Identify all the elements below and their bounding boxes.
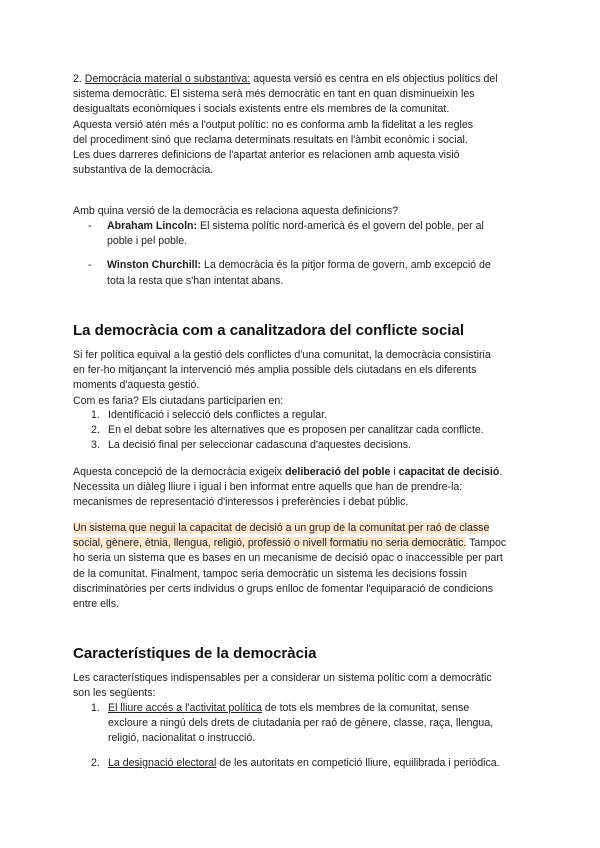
item-text: excloure a ningú dels drets de ciutadania per raó de gènere, classe, raça, llengua, <box>108 717 494 730</box>
quote-item-lincoln <box>88 219 518 249</box>
item-text: En el debat sobre les alternatives que es proposen per canalitzar cada conflicte. <box>108 424 484 437</box>
paragraph-line: desigualtats econòmiques i socials existents entre els membres de la comunitat. <box>73 103 450 116</box>
item-number: 3. <box>91 439 100 452</box>
participation-steps <box>91 408 531 454</box>
paragraph-text: aquesta versió es centra en els objectius polítics del <box>253 73 498 85</box>
feature-term: La designació electoral <box>108 756 217 769</box>
paragraph-line: Aquesta versió atén més a l'output polític: no es conforma amb la fidelitat a les regles <box>73 118 474 131</box>
features-list <box>91 701 531 771</box>
section-heading-features: Característiques de la democràcia <box>73 645 317 662</box>
quote-text: La democràcia és la pitjor forma de govern, amb excepció de <box>204 259 491 272</box>
paragraph-text: i <box>393 466 396 478</box>
item-text: La decisió final per seleccionar cadascuna d'aquestes decisions. <box>108 439 411 452</box>
paragraph-line: del procediment sinó que reclama determinats resultats en l'àmbit econòmic i social. <box>73 133 468 146</box>
paragraph-line: discriminatòries per certs individus o grups enlloc de fomentar l'equiparació de condicions <box>73 582 494 595</box>
quote-list <box>88 219 518 289</box>
list-item <box>91 423 531 438</box>
paragraph-line: Les dues darreres definicions de l'apartat anterior es relacionen amb aquesta visió <box>73 149 460 162</box>
question-text: Amb quina versió de la democràcia es relaciona aquesta definicions? <box>73 205 399 217</box>
material-democracy-paragraph <box>73 72 533 178</box>
paragraph-line: Com es faria? Els ciutadans participarien en: <box>73 394 284 407</box>
item-number: 1. <box>91 409 100 421</box>
feature-term: El lliure accés a l'activitat política <box>108 702 262 714</box>
material-democracy-term: Democràcia material o substantiva: <box>84 73 251 85</box>
highlighted-text: Un sistema que negui la capacitat de decisió a un grup de la comunitat per raó de classe <box>73 522 490 534</box>
item-text: religió, nacionalitat o instrucció. <box>108 732 256 745</box>
paragraph-line: Necessita un diàleg lliure i igual i ben informat entre aquells que han de prendre-la: <box>73 481 463 494</box>
bold-term: capacitat de decisió <box>398 466 500 478</box>
quote-text: El sistema polític nord-americà és el govern del poble, per al <box>200 220 484 232</box>
quote-text: poble i pel poble. <box>107 235 188 248</box>
item-text: de les autoritats en competició lliure, equilibrada i periòdica. <box>219 756 500 769</box>
list-item <box>91 438 531 453</box>
paragraph-line: Les característiques indispensables per a considerar un sistema polític com a democràtic <box>73 672 492 684</box>
quote-author: Abraham Lincoln: <box>107 220 198 232</box>
paragraph-text: . <box>499 466 503 478</box>
item-number: 2. <box>73 73 82 85</box>
paragraph-line: entre ells. <box>73 598 119 611</box>
inclusion-paragraph <box>73 521 533 612</box>
paragraph-line: ho seria un sistema que es bases en un mecanisme de decisió opac o inaccessible per part <box>73 552 503 565</box>
highlighted-text: social, gènere, ètnia, llengua, religió, professió o nivell formatiu no seria democràtic. <box>73 537 467 550</box>
deliberation-paragraph <box>73 465 533 511</box>
paragraph-text: Aquesta concepció de la democràcia exigeix <box>73 466 283 478</box>
paragraph-line: moments d'aquesta gestió. <box>73 379 200 392</box>
paragraph-line: en fer-ho mitjançant la intervenció més amplia possible dels ciutadans en els diferents <box>73 364 477 377</box>
item-text: de tots els membres de la comunitat, sense <box>264 702 470 714</box>
quote-author: Winston Churchill: <box>107 259 202 272</box>
item-text: Identificació i selecció dels conflictes a regular. <box>108 409 328 421</box>
section-heading-conflict: La democràcia com a canalitzadora del conflicte social <box>73 322 464 339</box>
paragraph-line: sistema democràtic. El sistema serà més democràtic en tant en quan disminueixin les <box>73 88 475 101</box>
features-intro <box>73 671 533 701</box>
paragraph-line: substantiva de la democràcia. <box>73 164 214 177</box>
bold-term: deliberació del poble <box>285 466 391 478</box>
list-item <box>91 408 531 423</box>
paragraph-text: Tampoc <box>469 537 507 550</box>
list-item <box>91 701 531 747</box>
conflict-intro <box>73 348 533 409</box>
item-number: 2. <box>91 424 100 437</box>
paragraph-line: de la comunitat. Finalment, tampoc seria democràtic un sistema les decisions fossin <box>73 567 467 580</box>
paragraph-line: son les següents: <box>73 687 156 700</box>
item-number: 1. <box>91 702 100 714</box>
paragraph-line: mecanismes de representació d'interessos i preferències i debat públic. <box>73 496 409 509</box>
item-number: 2. <box>91 756 100 769</box>
list-item <box>91 756 531 771</box>
quote-text: tota la resta que s'han intentat abans. <box>107 274 284 287</box>
paragraph-line: Si fer política equival a la gestió dels conflictes d'una comunitat, la democràcia consistiria <box>73 349 491 361</box>
quote-item-churchill <box>88 258 518 288</box>
